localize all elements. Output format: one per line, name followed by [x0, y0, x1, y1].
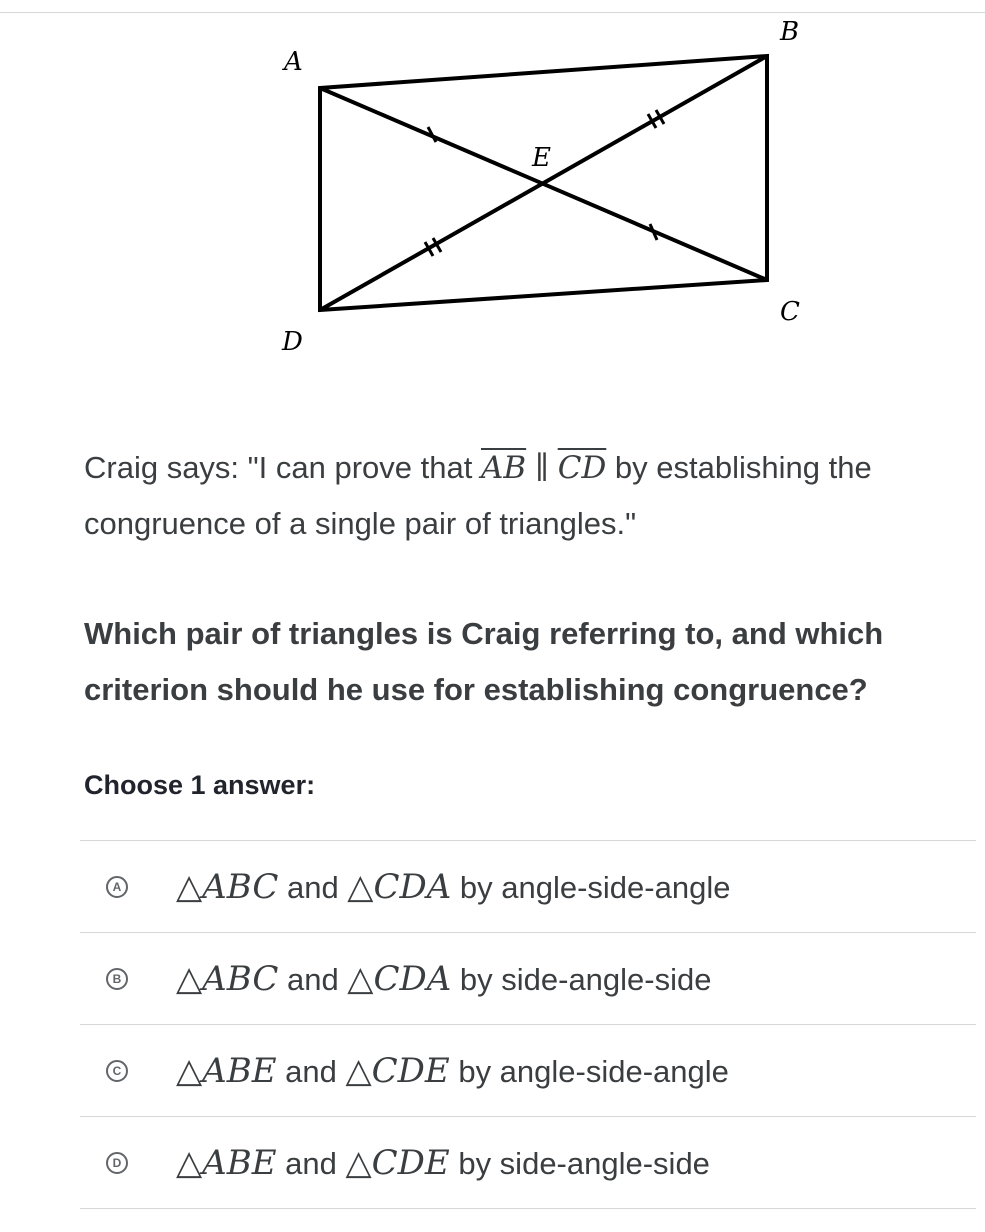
triangle-symbol: △ — [176, 1050, 203, 1091]
choice-d-criterion: by side-angle-side — [449, 1145, 710, 1181]
choice-b-radio[interactable]: B — [106, 968, 128, 990]
choice-a-criterion: by angle-side-angle — [451, 869, 731, 905]
question-text: Which pair of triangles is Craig referring to, and which criterion should he use for establishing congruence? — [84, 616, 884, 707]
choice-c-radio[interactable]: C — [106, 1060, 128, 1082]
choice-a[interactable] — [80, 840, 976, 932]
choice-a-radio[interactable]: A — [106, 876, 128, 898]
choice-b-tri2: CDA — [373, 958, 452, 999]
stem-after: by establishing the congruence of a single pair of triangles." — [84, 450, 872, 541]
triangle-symbol: △ — [345, 1050, 372, 1091]
label-b: B — [780, 17, 800, 47]
choice-d-text — [176, 1143, 710, 1183]
choice-a-and: and — [278, 869, 348, 905]
triangle-symbol: △ — [345, 1142, 372, 1183]
answer-choices — [80, 840, 976, 1209]
label-e: E — [532, 143, 551, 173]
label-c: C — [780, 297, 800, 327]
choice-c-tri1: ABE — [202, 1050, 277, 1091]
segment-cd: $\overline{CD}$ — [557, 450, 607, 486]
stem-before: Craig says: "I can prove that — [84, 450, 481, 485]
choice-c[interactable] — [80, 1024, 976, 1116]
triangle-symbol: △ — [347, 958, 374, 999]
choice-b[interactable] — [80, 932, 976, 1024]
choice-c-tri2: CDE — [371, 1050, 450, 1091]
choice-d-radio[interactable]: D — [106, 1152, 128, 1174]
choice-d-tri2: CDE — [371, 1142, 450, 1183]
label-d: D — [282, 327, 303, 357]
choice-a-tri1: ABC — [202, 866, 279, 907]
diagonal-bd — [320, 56, 767, 310]
choice-b-and: and — [278, 961, 348, 997]
triangle-symbol: △ — [176, 958, 203, 999]
question-stem — [84, 440, 964, 552]
triangle-symbol: △ — [347, 866, 374, 907]
figure-lines — [320, 56, 767, 310]
choice-a-text — [176, 867, 730, 907]
choice-d-tri1: ABE — [202, 1142, 277, 1183]
choice-d[interactable] — [80, 1116, 976, 1209]
choice-b-text — [176, 959, 711, 999]
parallel-symbol: ∥ — [534, 450, 550, 486]
choice-c-text — [176, 1051, 729, 1091]
choice-b-tri1: ABC — [202, 958, 279, 999]
choice-c-criterion: by angle-side-angle — [449, 1053, 729, 1089]
segment-ab: $\overline{AB}$ — [480, 450, 527, 486]
choice-b-criterion: by side-angle-side — [451, 961, 712, 997]
triangle-symbol: △ — [176, 866, 203, 907]
choice-d-and: and — [276, 1145, 346, 1181]
label-a: A — [284, 47, 303, 77]
choice-c-and: and — [276, 1053, 346, 1089]
choose-label: Choose 1 answer: — [84, 770, 316, 800]
parallelogram-diagram — [0, 0, 985, 400]
triangle-symbol: △ — [176, 1142, 203, 1183]
choice-a-tri2: CDA — [373, 866, 452, 907]
